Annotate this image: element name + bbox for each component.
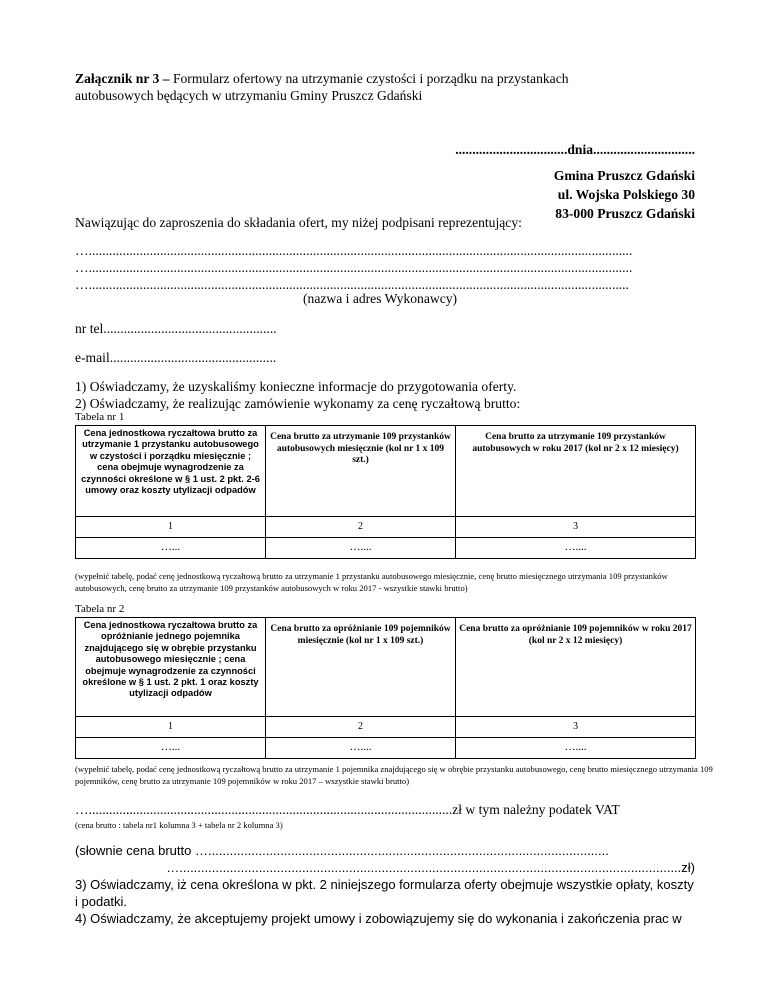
- intro-text: Nawiązując do zaproszenia do składania ofert, my niżej podpisani reprezentujący:: [75, 215, 522, 230]
- table-value-row: [76, 538, 696, 559]
- date-line: .................................dnia..............................: [455, 142, 695, 157]
- price-cell: …....: [266, 738, 456, 759]
- price-cell: …....: [266, 538, 456, 559]
- phone-field: nr tel...................................................: [75, 321, 277, 336]
- price-table-2: [75, 617, 696, 759]
- statements-block: [75, 842, 695, 927]
- statement-1: 1) Oświadczamy, że uzyskaliśmy konieczne informacje do przygotowania oferty.: [75, 379, 517, 394]
- column-number: 2: [266, 517, 456, 538]
- table1-note: (wypełnić tabelę, podać cenę jednostkową ryczałtową brutto za utrzymanie 1 przystanku autobusowego miesięcznie, cenę brutto miesięcznego utrzymania 109 przystanków autobusowych, cenę brutto za utrzymanie 109 przystanków autobusowych w roku 2017 - wszystkie stawki brutto): [75, 571, 668, 593]
- price-cell: …....: [456, 738, 696, 759]
- table-header-row: [76, 618, 696, 717]
- table-number-row: [76, 717, 696, 738]
- column-number: 3: [456, 717, 696, 738]
- document-title-line2: autobusowych będących w utrzymaniu Gminy Pruszcz Gdański: [75, 88, 423, 103]
- price-in-words-line2: …...........................................................................................................................................zł): [166, 860, 695, 875]
- price-table-1: [75, 425, 696, 559]
- price-cell: …....: [456, 538, 696, 559]
- contractor-line: …................................................................................................................................................................: [75, 260, 633, 275]
- table-header-cell: Cena brutto za opróżnianie 109 pojemników miesięcznie (kol nr 1 x 109 szt.): [266, 618, 456, 717]
- contractor-line: …................................................................................................................................................................: [75, 243, 633, 258]
- recipient-address: [554, 166, 695, 223]
- document-title: [75, 70, 569, 87]
- price-in-words-line1: (słownie cena brutto …...............................................................................................................: [75, 843, 609, 858]
- title-text: Formularz ofertowy na utrzymanie czystości i porządku na przystankach: [169, 71, 569, 86]
- table-header-cell: Cena jednostkowa ryczałtowa brutto za utrzymanie 1 przystanku autobusowego w czystości i porządku miesięcznie ; cena obejmuje wynagrodzenie za czynności określone w § 1 ust. 2 pkt. 2-6 umowy oraz koszty utylizacji odpadów: [76, 426, 266, 517]
- recipient-name: Gmina Pruszcz Gdański: [553, 168, 695, 183]
- price-cell: …...: [76, 738, 266, 759]
- contractor-line: …...............................................................................................................................................................: [75, 277, 629, 292]
- total-price-line: …...........................................................................................................zł w tym należny podatek VAT: [75, 802, 620, 817]
- price-cell: …...: [76, 538, 266, 559]
- recipient-city: 83-000 Pruszcz Gdański: [555, 206, 695, 221]
- table-header-cell: Cena brutto za utrzymanie 109 przystanków autobusowych miesięcznie (kol nr 1 x 109 szt.): [266, 426, 456, 517]
- column-number: 1: [76, 717, 266, 738]
- table-number-row: [76, 517, 696, 538]
- table-header-cell: Cena brutto za opróżnianie 109 pojemników w roku 2017 (kol nr 2 x 12 miesięcy): [456, 618, 696, 717]
- table2-note: (wypełnić tabelę, podać cenę jednostkową ryczałtową brutto za utrzymanie 1 pojemnika znajdującego się w obrębie przystanku autobusowego, cenę brutto miesięcznego utrzymania 109 pojemników, cenę brutto za utrzymanie 109 pojemników w roku 2017 – wszystkie stawki brutto): [75, 764, 713, 786]
- email-field: e-mail.................................................: [75, 350, 277, 365]
- column-number: 2: [266, 717, 456, 738]
- statement-2: 2) Oświadczamy, że realizując zamówienie wykonamy za cenę ryczałtową brutto:: [75, 396, 521, 411]
- total-price-note: (cena brutto : tabela nr1 kolumna 3 + tabela nr 2 kolumna 3): [75, 820, 283, 830]
- table-header-cell: Cena jednostkowa ryczałtowa brutto za opróżnianie jednego pojemnika znajdującego się w obrębie przystanku autobusowego miesięcznie ; cena obejmuje wynagrodzenie za czynności określone w § 1 ust. 2 pkt. 1 oraz koszty utylizacji odpadów: [76, 618, 266, 717]
- table2-label: Tabela nr 2: [75, 603, 125, 615]
- table-header-cell: Cena brutto za utrzymanie 109 przystanków autobusowych w roku 2017 (kol nr 2 x 12 miesięcy): [456, 426, 696, 517]
- contractor-caption: (nazwa i adres Wykonawcy): [303, 291, 458, 306]
- title-label: Załącznik nr 3 –: [75, 71, 170, 86]
- column-number: 1: [76, 517, 266, 538]
- table-header-row: [76, 426, 696, 517]
- statement-3: 3) Oświadczamy, iż cena określona w pkt. 2 niniejszego formularza oferty obejmuje wszystkie opłaty, koszty i podatki.: [75, 877, 694, 909]
- table-value-row: [76, 738, 696, 759]
- contractor-fields: [75, 242, 695, 293]
- statement-4: 4) Oświadczamy, że akceptujemy projekt umowy i zobowiązujemy się do wykonania i zakończenia prac w: [75, 911, 682, 926]
- recipient-street: ul. Wojska Polskiego 30: [557, 187, 695, 202]
- table1-label: Tabela nr 1: [75, 411, 125, 423]
- column-number: 3: [456, 517, 696, 538]
